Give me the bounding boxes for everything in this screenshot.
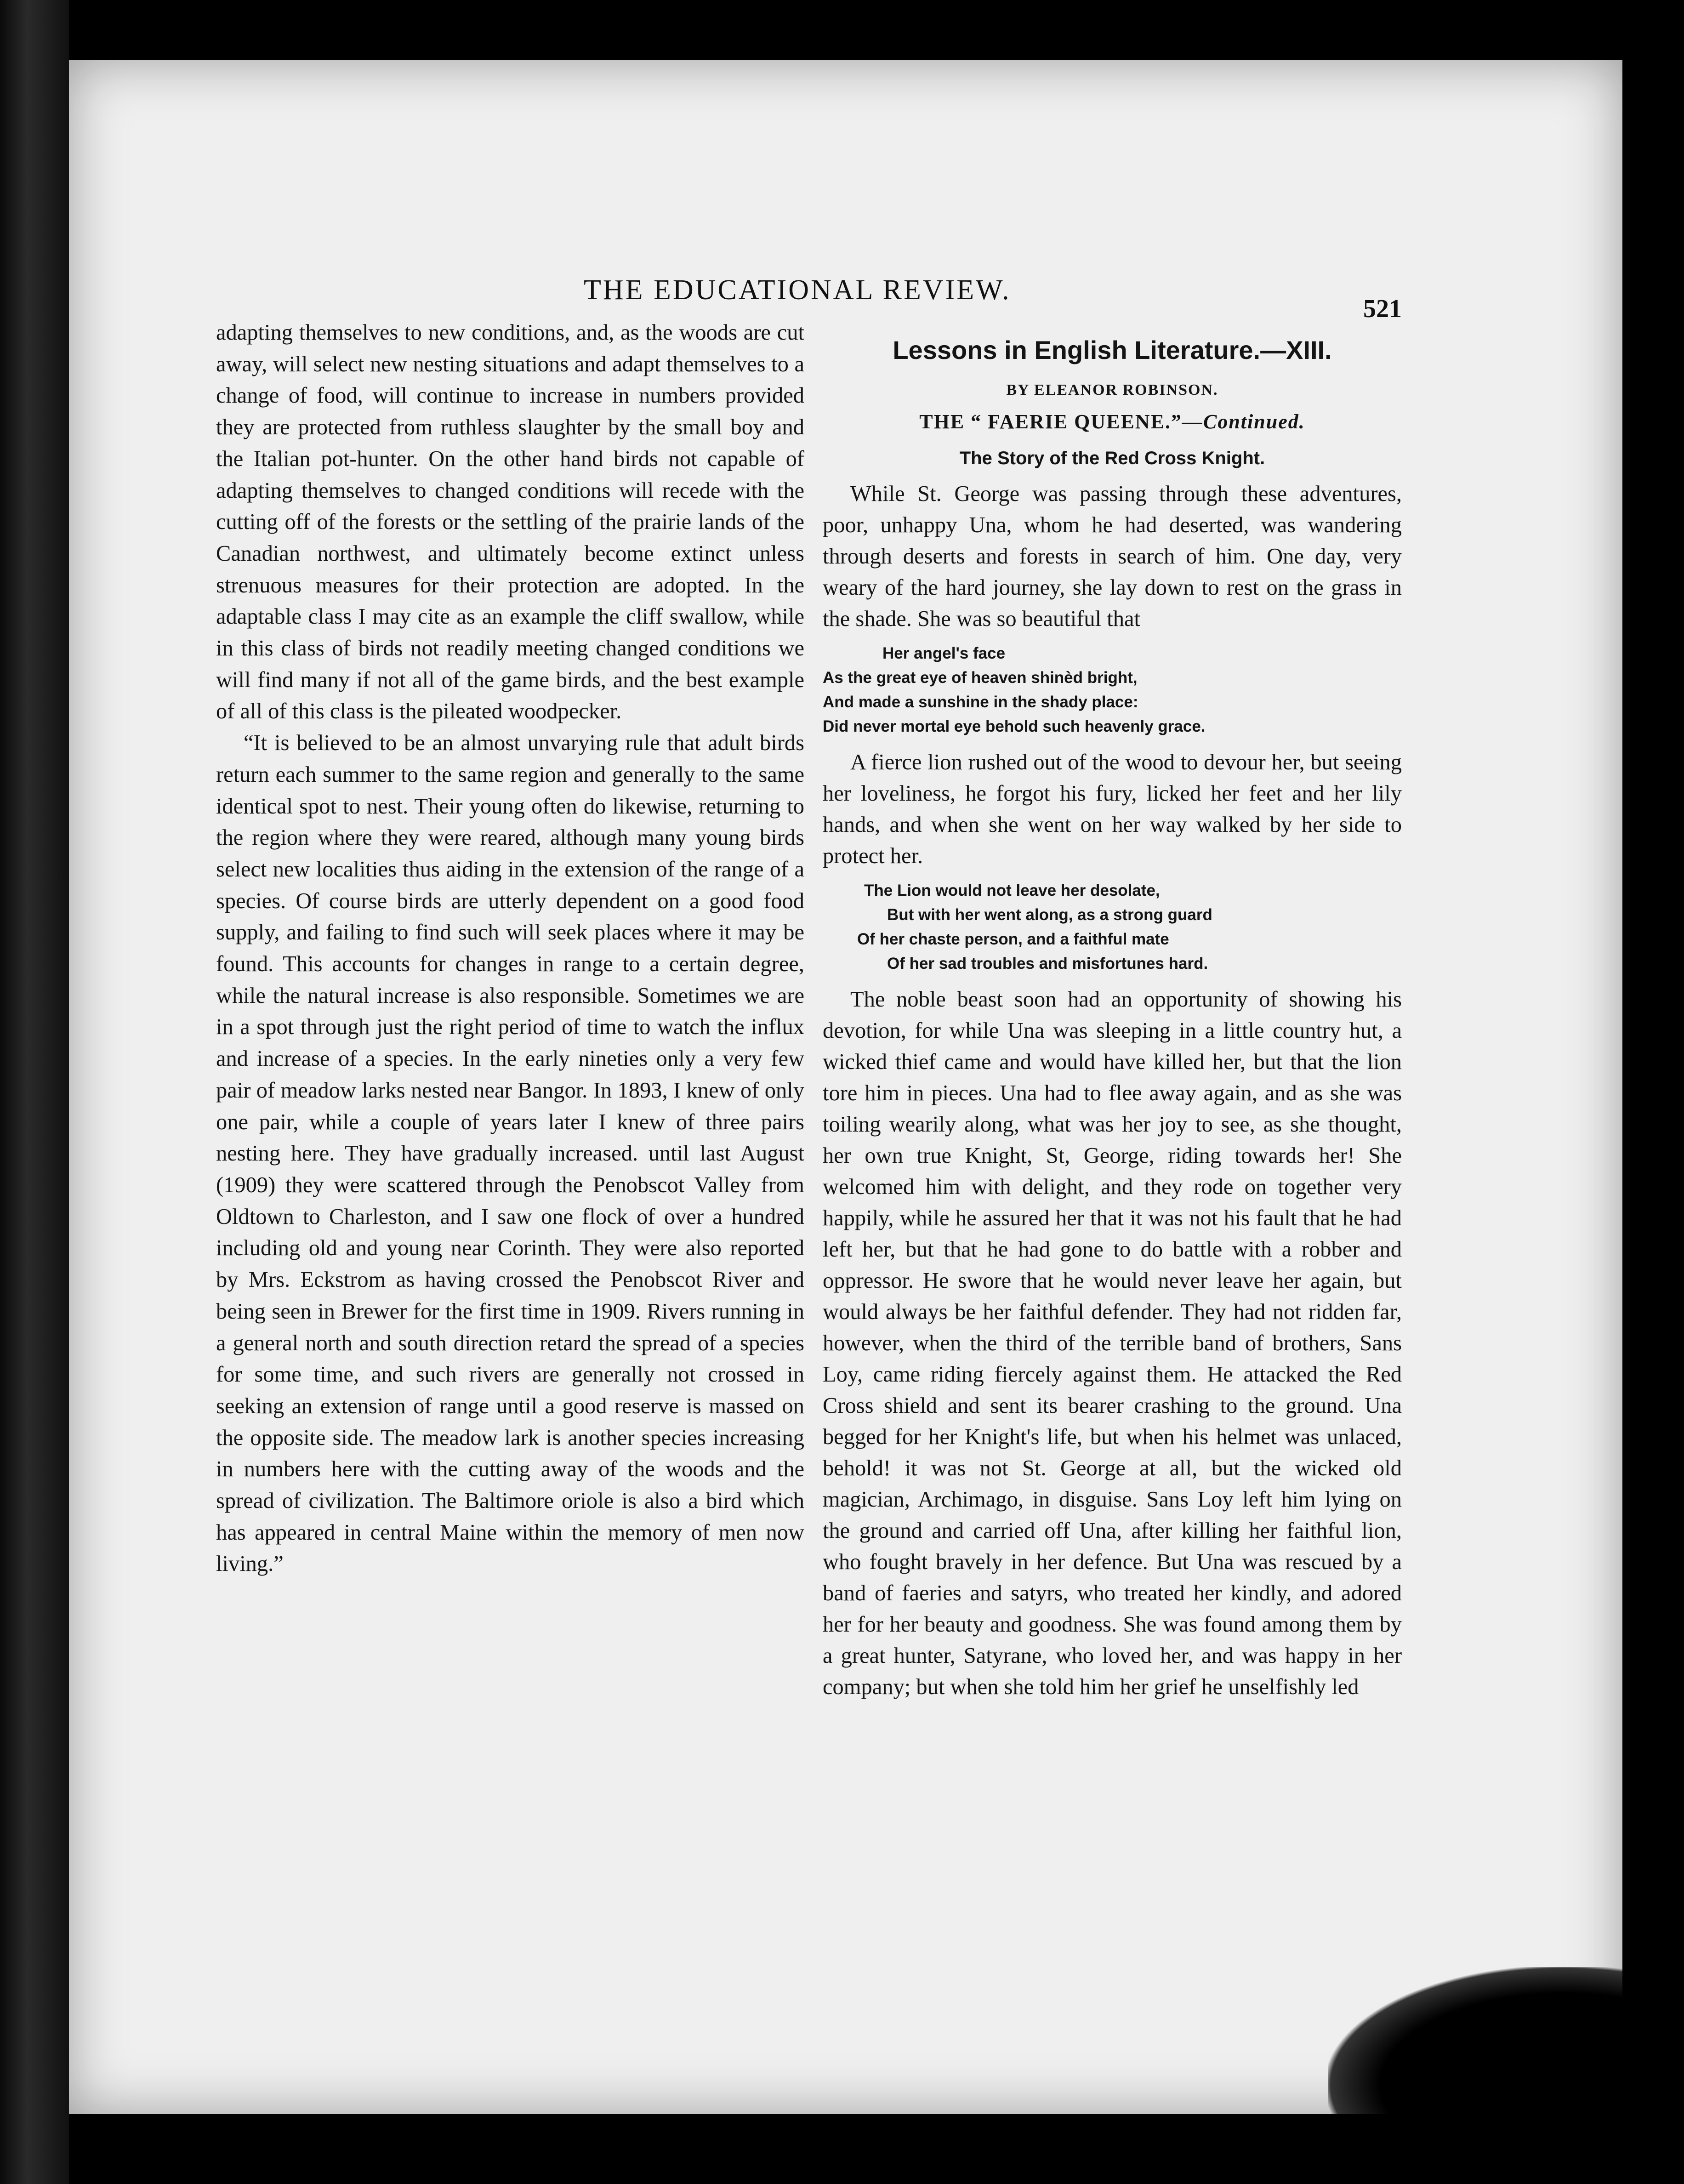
book-gutter	[0, 0, 69, 2184]
running-head: THE EDUCATIONAL REVIEW.	[584, 274, 1011, 306]
verse-1	[823, 641, 1402, 739]
verse-line: But with her went along, as a strong guard	[887, 906, 1212, 924]
article-title: Lessons in English Literature.—XIII.	[893, 336, 1332, 364]
verse-line: The Lion would not leave her desolate,	[864, 882, 1160, 899]
verse-line: Did never mortal eye behold such heavenly grace.	[823, 717, 1206, 735]
article-paragraph-3: The noble beast soon had an opportunity of showing his devotion, for while Una was sleeping in a little country hut, a wicked thief came and would have killed her, but that the lion tore him in pieces. Una had to flee away again, and as she was toiling wearily along, what was her joy to see, as she thought, her own true Knight, St, George, riding towards her! She welcomed him with delight, and they rode on together very happily, while he assured her that it was not his fault that he had left her, but that he had gone to do battle with a robber and oppressor. He swore that he would never leave her again, but would always be her faithful defender. They had not ridden far, however, when the third of the terrible band of brothers, Sans Loy, came riding fiercely against them. He attacked the Red Cross shield and sent its bearer crashing to the ground. Una begged for her Knight's life, but when his helmet was unlaced, behold! it was not St. George at all, but the wicked old magician, Archimago, in disguise. Sans Loy left him lying on the ground and carried off Una, after killing her faithful lion, who fought bravely in her defence. But Una was rescued by a band of faeries and satyrs, who treated her kindly, and adored her for her beauty and goodness. She was found among them by a great hunter, Satyrane, who loved her, and was happy in her company; but when she told him her grief he unselfishly led	[823, 987, 1402, 1699]
verse-2	[823, 878, 1402, 976]
verse-line: And made a sunshine in the shady place:	[823, 693, 1138, 711]
page-number: 521	[1363, 295, 1402, 323]
verse-line: Of her sad troubles and misfortunes hard.	[887, 955, 1208, 973]
article-paragraph-2: A fierce lion rushed out of the wood to devour her, but seeing her loveliness, he forgot his fury, licked her feet and her lily hands, and when she went on her way walked by her side to protect her.	[823, 750, 1402, 868]
verse-line: Of her chaste person, and a faithful mate	[857, 930, 1169, 948]
section-heading: The Story of the Red Cross Knight.	[959, 448, 1265, 468]
article-paragraph-1: While St. George was passing through these adventures, poor, unhappy Una, whom he had deserted, was wandering through deserts and forests in search of him. One day, very weary of the hard journey, she lay down to rest on the grass in the shade. She was so beautiful that	[823, 482, 1402, 631]
left-paragraph-2: “It is believed to be an almost unvarying rule that adult birds return each summer to the same region and generally to the same identical spot to nest. Their young often do likewise, returning to the region where they were reared, although many young birds select new localities thus aiding in the extension of the range of a species. Of course birds are utterly dependent on a good food supply, and failing to find such will seek places where it may be found. This accounts for changes in range to a certain degree, while the natural increase is also responsible. Sometimes we are in a spot through just the right period of time to watch the influx and increase of a species. In the early nineties only a very few pair of meadow larks nested near Bangor. In 1893, I knew of only one pair, while a couple of years later I knew of three pairs nesting here. They have gradually increased. until last August (1909) they were scattered through the Penobscot Valley from Oldtown to Charleston, and I saw one flock of over a hundred including old and young near Corinth. They were also reported by Mrs. Eckstrom as having crossed the Penobscot River and being seen in Brewer for the first time in 1909. Rivers running in a general north and south direction retard the spread of a species for some time, and such rivers are generally not crossed in seeking an extension of range until a good reserve is massed on the opposite side. The meadow lark is another species increasing in numbers here with the cutting away of the woods and the spread of civilization. The Baltimore oriole is also a bird which has appeared in central Maine within the memory of men now living.”	[216, 731, 804, 1576]
left-paragraph-1: adapting themselves to new conditions, and, as the woods are cut away, will select new nesting situations and adapt themselves to a change of food, will continue to increase in numbers provided they are protected from ruthless slaughter by the small boy and the Italian pot-hunter. On the other hand birds not capable of adapting themselves to changed conditions will recede with the cutting off of the forests or the settling of the prairie lands of the Canadian northwest, and ultimately become extinct unless strenuous measures for their protection are adopted. In the adaptable class I may cite as an example the cliff swallow, while in this class of birds not readily meeting changed conditions we will find many if not all of the game birds, and the best example of all of this class is the pileated woodpecker.	[216, 320, 804, 724]
subtitle-plain: THE “ FAERIE QUEENE.”	[919, 410, 1182, 433]
article-byline: BY ELEANOR ROBINSON.	[1006, 381, 1218, 398]
left-column	[216, 317, 804, 1580]
right-column	[823, 333, 1402, 1703]
article-subtitle	[823, 404, 1402, 440]
page-clip	[1328, 1967, 1622, 2114]
subtitle-italic: —Continued.	[1182, 410, 1305, 433]
verse-line: Her angel's face	[882, 644, 1006, 662]
verse-line: As the great eye of heaven shinèd bright,	[823, 669, 1138, 687]
